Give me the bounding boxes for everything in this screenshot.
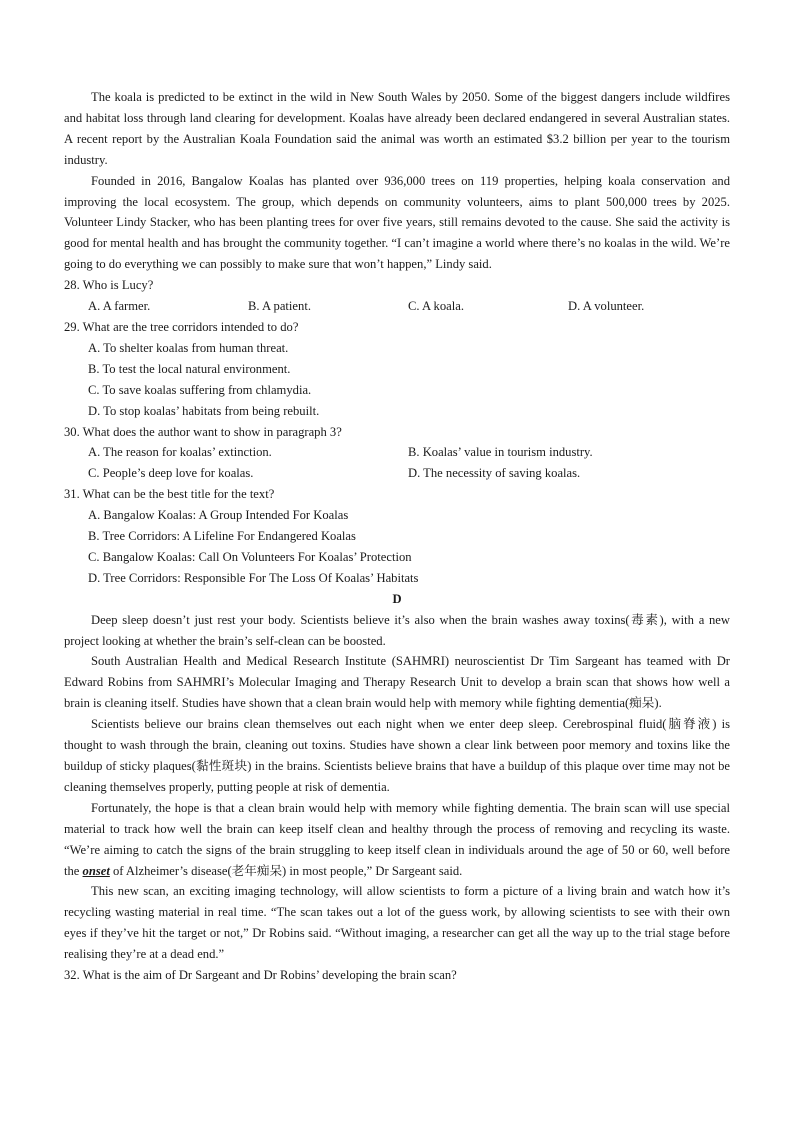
section-d-heading: D (392, 591, 402, 606)
passage-d-paragraph-4-part-1: Fortunately, the hope is that a clean brain would help with memory while fighting dementia. The brain scan will use special material to track how well the brain can keep itself clean and healthy through the process of removing and recycling its waste. “We’re aiming to catch the signs of the brain struggling to keep itself clean in individuals around the age of 50 or 60, well before the (64, 800, 730, 878)
question-28-option-d: D. A volunteer. (568, 299, 645, 314)
question-31-option-c: C. Bangalow Koalas: Call On Volunteers For Koalas’ Protection (88, 549, 412, 564)
question-30-options-row-2 (64, 463, 730, 484)
onset-word: onset (82, 863, 110, 878)
question-31-option-d: D. Tree Corridors: Responsible For The Loss Of Koalas’ Habitats (88, 570, 419, 585)
question-29-option-a: A. To shelter koalas from human threat. (88, 340, 289, 355)
passage-c-paragraph-1: The koala is predicted to be extinct in the wild in New South Wales by 2050. Some of the biggest dangers include wildfires and habitat loss through land clearing for development. Koalas have already been declared endangered in several Australian states. A recent report by the Australian Koala Foundation said the animal was worth an estimated $3.2 billion per year to the tourism industry. (64, 90, 730, 167)
question-32-stem: 32. What is the aim of Dr Sargeant and Dr Robins’ developing the brain scan? (64, 968, 457, 983)
question-29-option-b: B. To test the local natural environment. (88, 361, 291, 376)
question-31-option-b: B. Tree Corridors: A Lifeline For Endangered Koalas (88, 529, 356, 544)
exam-page (64, 87, 730, 986)
passage-c-paragraph-2: Founded in 2016, Bangalow Koalas has planted over 936,000 trees on 119 properties, helping koala conservation and improving the local ecosystem. The group, which depends on community volunteers, aims to plant 500,000 trees by 2025. Volunteer Lindy Stacker, who has been planting trees for over five years, still remains devoted to the cause. She said the activity is good for mental health and has brought the community together. “I can’t imagine a world where there’s no koalas in the wild. We’re going to do everything we can possibly to make sure that won’t happen,” Lindy said. (64, 173, 730, 272)
question-30-option-b: B. Koalas’ value in tourism industry. (408, 445, 593, 460)
question-31-option-a: A. Bangalow Koalas: A Group Intended For Koalas (88, 508, 349, 523)
question-29-option-d: D. To stop koalas’ habitats from being rebuilt. (88, 403, 320, 418)
passage-d-paragraph-4 (64, 798, 730, 882)
question-28-options (64, 296, 730, 317)
passage-d-paragraph-4-part-2: of Alzheimer’s disease(老年痴呆) in most people,” Dr Sargeant said. (109, 863, 463, 878)
question-31-stem: 31. What can be the best title for the text? (64, 487, 275, 502)
question-28-option-b: B. A patient. (248, 299, 311, 314)
question-30-option-d: D. The necessity of saving koalas. (408, 466, 581, 481)
passage-d-paragraph-2: South Australian Health and Medical Research Institute (SAHMRI) neuroscientist Dr Tim Sargeant has teamed with Dr Edward Robins from SAHMRI’s Molecular Imaging and Therapy Research Unit to develop a brain scan that shows how well a brain is cleaning itself. Studies have shown that a clean brain would help with memory while fighting dementia(痴呆). (64, 654, 730, 711)
question-30-stem: 30. What does the author want to show in paragraph 3? (64, 424, 342, 439)
passage-d-paragraph-5: This new scan, an exciting imaging technology, will allow scientists to form a picture of a living brain and watch how it’s recycling wasting material in real time. “The scan takes out a lot of the guess work, by allowing scientists to see with their own eyes if they’ve hit the target or not,” Dr Robins said. “Without imaging, a researcher can get all the way up to the trial stage before realising they’re at a dead end.” (64, 884, 730, 962)
question-29-stem: 29. What are the tree corridors intended to do? (64, 319, 299, 334)
question-30-option-a: A. The reason for koalas’ extinction. (88, 445, 272, 460)
question-28-option-a: A. A farmer. (88, 299, 151, 314)
question-29-option-c: C. To save koalas suffering from chlamydia. (88, 382, 312, 397)
question-30-options-row-1 (64, 442, 730, 463)
question-28-option-c: C. A koala. (408, 299, 464, 314)
question-28-stem: 28. Who is Lucy? (64, 278, 154, 293)
passage-d-paragraph-3: Scientists believe our brains clean themselves out each night when we enter deep sleep. Cerebrospinal fluid(脑脊液) is thought to wash through the brain, cleaning out toxins. Studies have shown a clear link between poor memory and toxins like the buildup of sticky plaques(黏性斑块) in the brains. Scientists believe brains that have a buildup of this plaque over time may not be cleaning themselves properly, putting people at risk of dementia. (64, 717, 730, 794)
question-30-option-c: C. People’s deep love for koalas. (88, 466, 254, 481)
passage-d-paragraph-1: Deep sleep doesn’t just rest your body. Scientists believe it’s also when the brain washes away toxins(毒素), with a new project looking at whether the brain’s self-clean can be boosted. (64, 612, 730, 648)
